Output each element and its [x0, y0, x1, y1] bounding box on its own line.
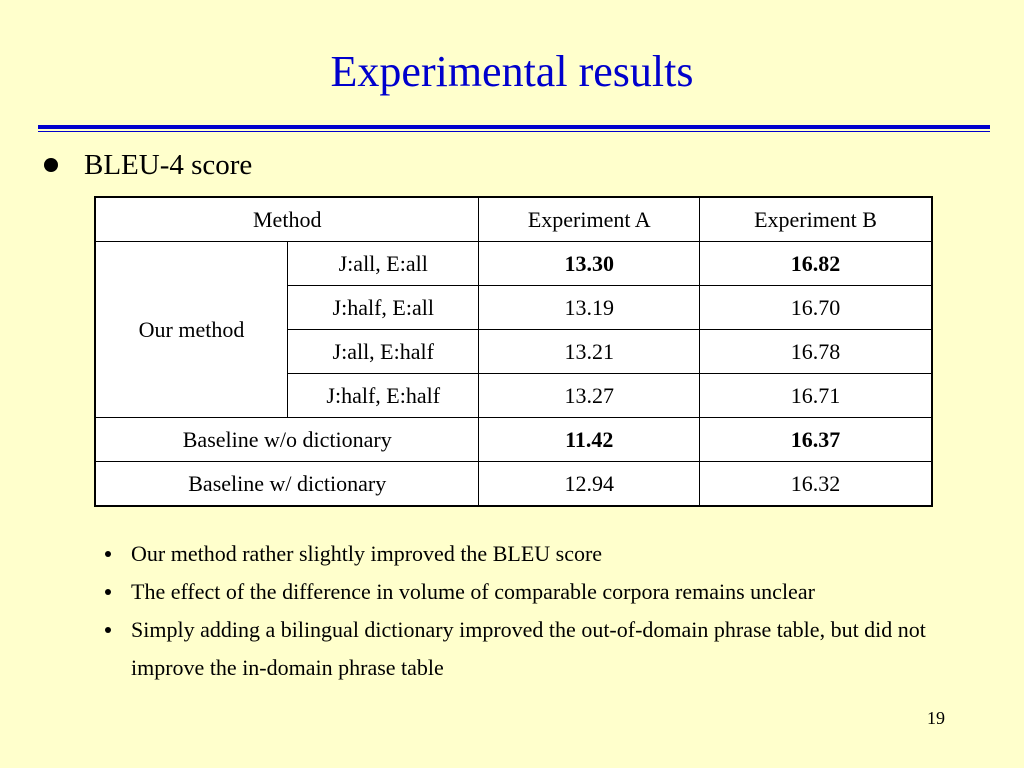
experiment-b-cell: 16.37 [699, 418, 932, 462]
experiment-a-cell: 13.19 [479, 286, 700, 330]
list-item [100, 535, 980, 573]
experiment-a-cell: 13.27 [479, 374, 700, 418]
setting-cell: J:half, E:half [288, 374, 479, 418]
our-method-label: Our method [95, 242, 288, 418]
bullet-dot-icon [100, 573, 131, 611]
title-divider [38, 125, 990, 129]
list-item [100, 611, 980, 687]
experiment-a-cell: 13.21 [479, 330, 700, 374]
main-bullet-text: BLEU-4 score [84, 149, 253, 181]
setting-cell: J:all, E:all [288, 242, 479, 286]
experiment-a-cell: 13.30 [479, 242, 700, 286]
experiment-a-cell: 12.94 [479, 462, 700, 507]
bullet-dot-icon [100, 611, 131, 649]
experiment-b-cell: 16.32 [699, 462, 932, 507]
baseline-method-cell: Baseline w/o dictionary [95, 418, 479, 462]
bullet-dot-icon [100, 535, 131, 573]
note-text: Our method rather slightly improved the BLEU score [131, 541, 603, 566]
setting-cell: J:half, E:all [288, 286, 479, 330]
note-text: The effect of the difference in volume of comparable corpora remains unclear [131, 579, 815, 604]
experiment-a-cell: 11.42 [479, 418, 700, 462]
title-divider-thin [38, 131, 990, 132]
bullet-dot-icon [44, 158, 58, 172]
experiment-b-cell: 16.82 [699, 242, 932, 286]
header-experiment-b: Experiment B [699, 197, 932, 242]
page-number: 19 [927, 708, 945, 728]
main-bullet [40, 146, 252, 184]
header-method: Method [95, 197, 479, 242]
table-row [95, 242, 932, 286]
note-text: Simply adding a bilingual dictionary improved the out-of-domain phrase table, but did not improve the in-domain phrase table [131, 617, 926, 680]
table-row [95, 418, 932, 462]
baseline-method-cell: Baseline w/ dictionary [95, 462, 479, 507]
results-table [94, 196, 933, 507]
experiment-b-cell: 16.70 [699, 286, 932, 330]
header-experiment-a: Experiment A [479, 197, 700, 242]
setting-cell: J:all, E:half [288, 330, 479, 374]
experiment-b-cell: 16.71 [699, 374, 932, 418]
table-row [95, 462, 932, 507]
experiment-b-cell: 16.78 [699, 330, 932, 374]
list-item [100, 573, 980, 611]
table-header-row [95, 197, 932, 242]
slide-title: Experimental results [330, 47, 694, 96]
notes-list [100, 535, 980, 687]
